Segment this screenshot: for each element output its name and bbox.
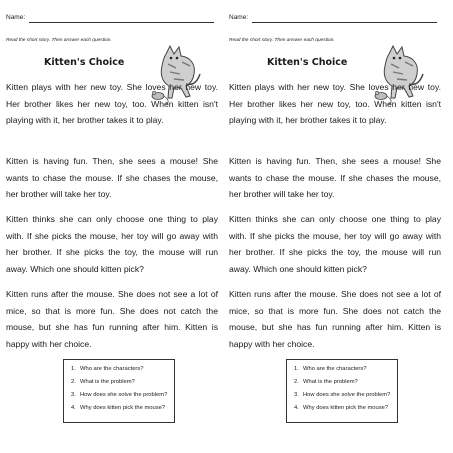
question-number: 1. bbox=[71, 366, 76, 372]
question-item bbox=[71, 402, 174, 415]
instructions: Read the short story. Then answer each question. bbox=[6, 38, 112, 43]
worksheet-right bbox=[229, 0, 449, 453]
question-text: Who are the characters? bbox=[303, 366, 367, 372]
story-paragraph-4: Kitten runs after the mouse. She does not see a lot of mice, so that is more fun. She does not catch the mouse, but she has fun running after him. Kitten is happy with her choice. bbox=[6, 289, 218, 349]
questions-box bbox=[63, 359, 175, 423]
story-paragraph-3: Kitten thinks she can only choose one thing to play with. If she picks the mouse, her toy will go away with her brother. If she picks the toy, the mouse will run away. Which one should kitten pick? bbox=[229, 214, 441, 274]
question-item bbox=[294, 389, 397, 402]
question-number: 3. bbox=[71, 392, 76, 398]
question-number: 2. bbox=[294, 379, 299, 385]
story-paragraph-4: Kitten runs after the mouse. She does not see a lot of mice, so that is more fun. She does not catch the mouse, but she has fun running after him. Kitten is happy with her choice. bbox=[229, 289, 441, 349]
name-line bbox=[29, 22, 214, 23]
story-paragraph-1: Kitten plays with her new toy. She loves her new toy. Her brother likes her new toy, too. When kitten isn't playing with it, her brother takes it to play. bbox=[229, 82, 441, 125]
question-number: 2. bbox=[71, 379, 76, 385]
questions-box bbox=[286, 359, 398, 423]
story-paragraph-2: Kitten is having fun. Then, she sees a mouse! She wants to chase the mouse. If she chases the mouse, her brother will take her toy. bbox=[229, 156, 441, 199]
question-text: What is the problem? bbox=[80, 379, 135, 385]
question-item bbox=[71, 363, 174, 376]
name-line bbox=[252, 22, 437, 23]
worksheet-left bbox=[6, 0, 226, 453]
question-item bbox=[294, 402, 397, 415]
instructions: Read the short story. Then answer each question. bbox=[229, 38, 335, 43]
question-item bbox=[294, 363, 397, 376]
question-number: 4. bbox=[294, 405, 299, 411]
question-text: How does she solve the problem? bbox=[303, 392, 391, 398]
question-text: Why does kitten pick the mouse? bbox=[303, 405, 389, 411]
question-number: 4. bbox=[71, 405, 76, 411]
name-label: Name: bbox=[229, 14, 249, 21]
question-item bbox=[71, 376, 174, 389]
question-number: 1. bbox=[294, 366, 299, 372]
question-text: Who are the characters? bbox=[80, 366, 144, 372]
story-paragraph-3: Kitten thinks she can only choose one thing to play with. If she picks the mouse, her toy will go away with her brother. If she picks the toy, the mouse will run away. Which one should kitten pick? bbox=[6, 214, 218, 274]
story-paragraph-1: Kitten plays with her new toy. She loves her new toy. Her brother likes her new toy, too. When kitten isn't playing with it, her brother takes it to play. bbox=[6, 82, 218, 125]
name-label: Name: bbox=[6, 14, 26, 21]
question-number: 3. bbox=[294, 392, 299, 398]
story-title: Kitten's Choice bbox=[44, 57, 125, 68]
question-item bbox=[294, 376, 397, 389]
story-paragraph-2: Kitten is having fun. Then, she sees a mouse! She wants to chase the mouse. If she chases the mouse, her brother will take her toy. bbox=[6, 156, 218, 199]
question-text: Why does kitten pick the mouse? bbox=[80, 405, 166, 411]
question-text: How does she solve the problem? bbox=[80, 392, 168, 398]
question-text: What is the problem? bbox=[303, 379, 358, 385]
question-item bbox=[71, 389, 174, 402]
story-title: Kitten's Choice bbox=[267, 57, 348, 68]
